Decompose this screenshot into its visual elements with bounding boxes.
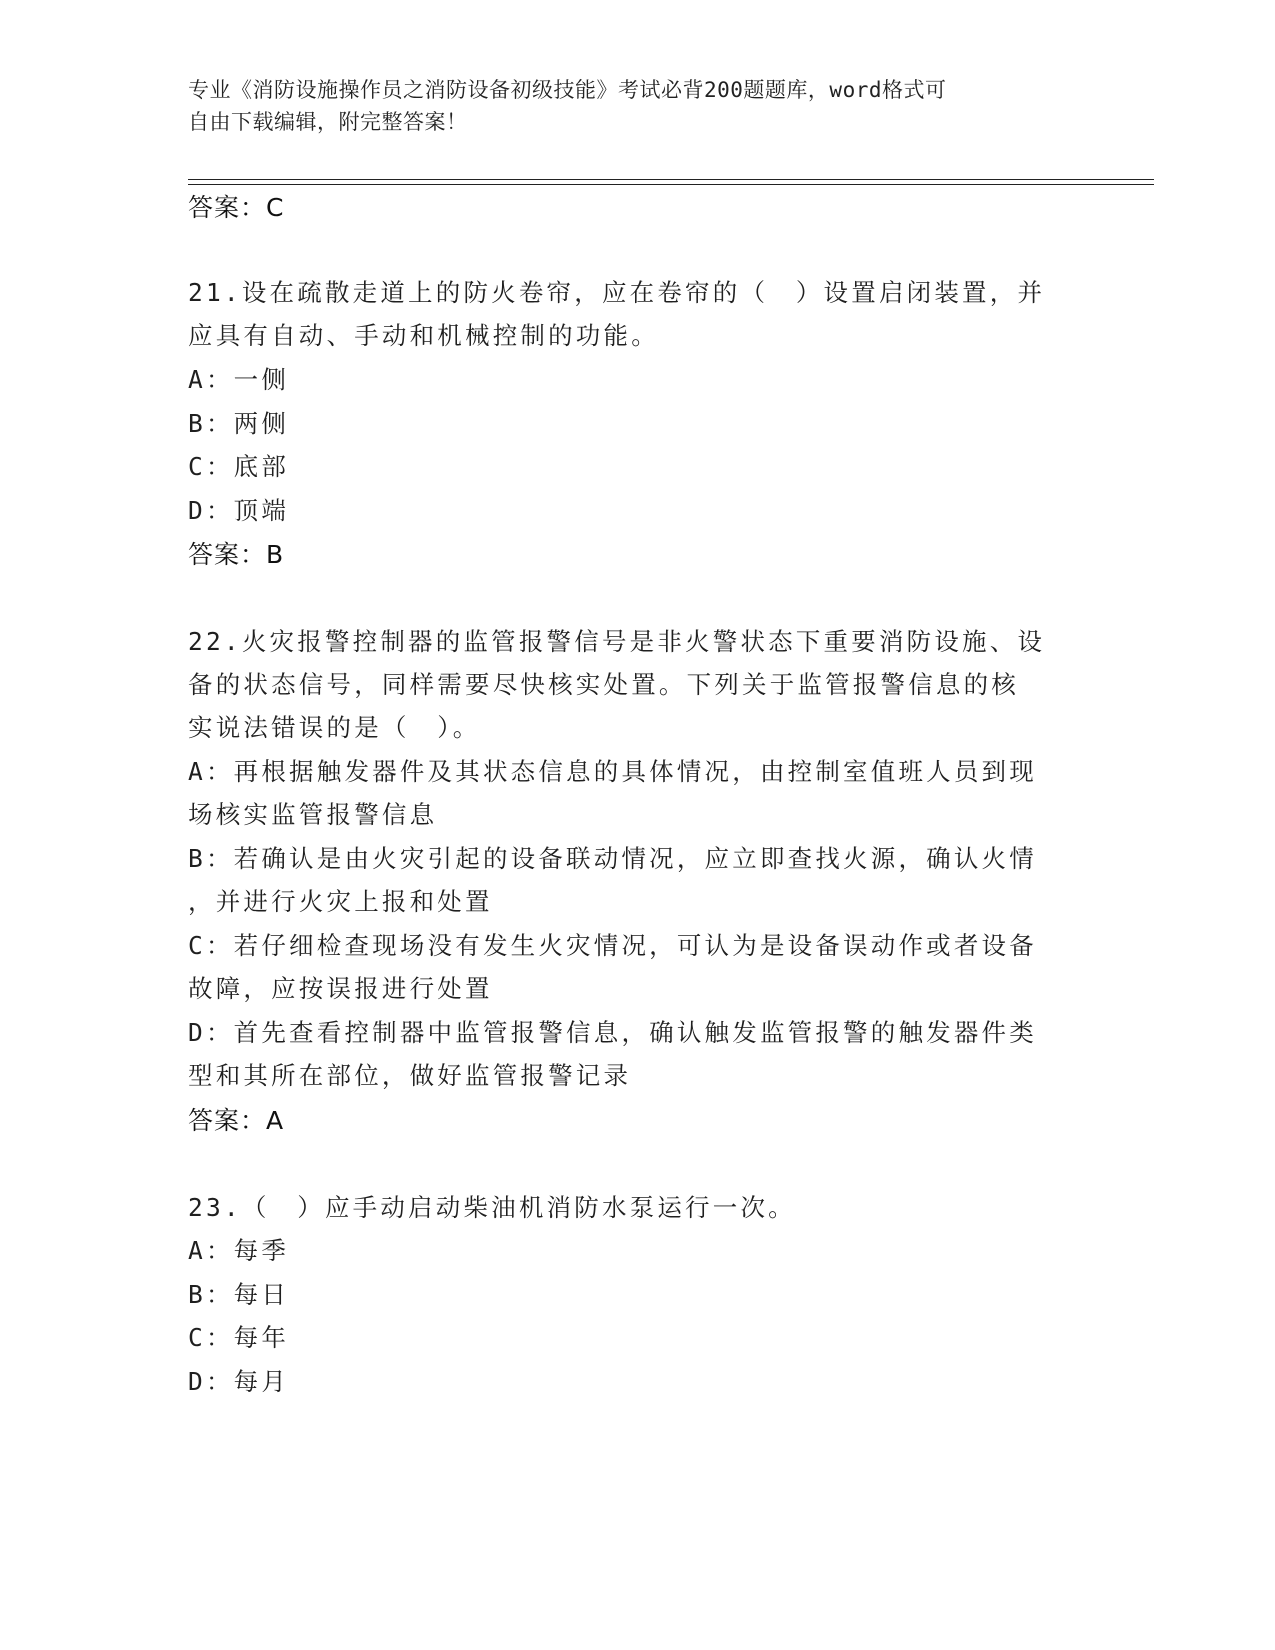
header-divider-top [188,179,1154,180]
q23-option-b: B：每日 [188,1280,290,1309]
q23-stem-line-1: 23.（ ）应手动启动柴油机消防水泵运行一次。 [188,1193,796,1222]
q22-stem-line-1: 22.火灾报警控制器的监管报警信号是非火警状态下重要消防设施、设 [188,627,1046,656]
q22-option-b-line-1: B：若确认是由火灾引起的设备联动情况，应立即查找火源，确认火情 [188,844,1037,873]
q21-stem-line-2: 应具有自动、手动和机械控制的功能。 [188,321,659,350]
q21-option-a: A：一侧 [188,365,290,394]
page-header [188,74,1068,138]
header-divider-bottom [188,184,1154,185]
q21-option-d: D：顶端 [188,496,290,525]
q21-stem-line-1: 21.设在疏散走道上的防火卷帘，应在卷帘的（ ）设置启闭装置，并 [188,278,1046,307]
q22-stem-line-2: 备的状态信号，同样需要尽快核实处置。下列关于监管报警信息的核 [188,670,1019,699]
q21-option-c: C：底部 [188,452,290,481]
q21-answer: 答案：B [188,540,285,569]
header-line-1: 专业《消防设施操作员之消防设备初级技能》考试必背200题题库，word格式可 [188,78,947,102]
q22-answer: 答案：A [188,1106,285,1135]
q22-option-d-line-1: D：首先查看控制器中监管报警信息，确认触发监管报警的触发器件类 [188,1018,1037,1047]
q23-option-c: C：每年 [188,1323,290,1352]
header-line-2: 自由下载编辑，附完整答案！ [188,110,468,134]
q22-option-d-line-2: 型和其所在部位，做好监管报警记录 [188,1061,632,1090]
q21-option-b: B：两侧 [188,409,290,438]
q22-option-c-line-2: 故障，应按误报进行处置 [188,974,493,1003]
q22-option-a-line-2: 场核实监管报警信息 [188,800,438,829]
q22-stem-line-3: 实说法错误的是（ ）。 [188,713,481,742]
q23-option-a: A：每季 [188,1236,290,1265]
q22-option-a-line-1: A：再根据触发器件及其状态信息的具体情况，由控制室值班人员到现 [188,757,1037,786]
q23-option-d: D：每月 [188,1367,290,1396]
q22-option-c-line-1: C：若仔细检查现场没有发生火灾情况，可认为是设备误动作或者设备 [188,931,1037,960]
previous-answer: 答案：C [188,193,285,222]
q22-option-b-line-2: ，并进行火灾上报和处置 [188,887,493,916]
